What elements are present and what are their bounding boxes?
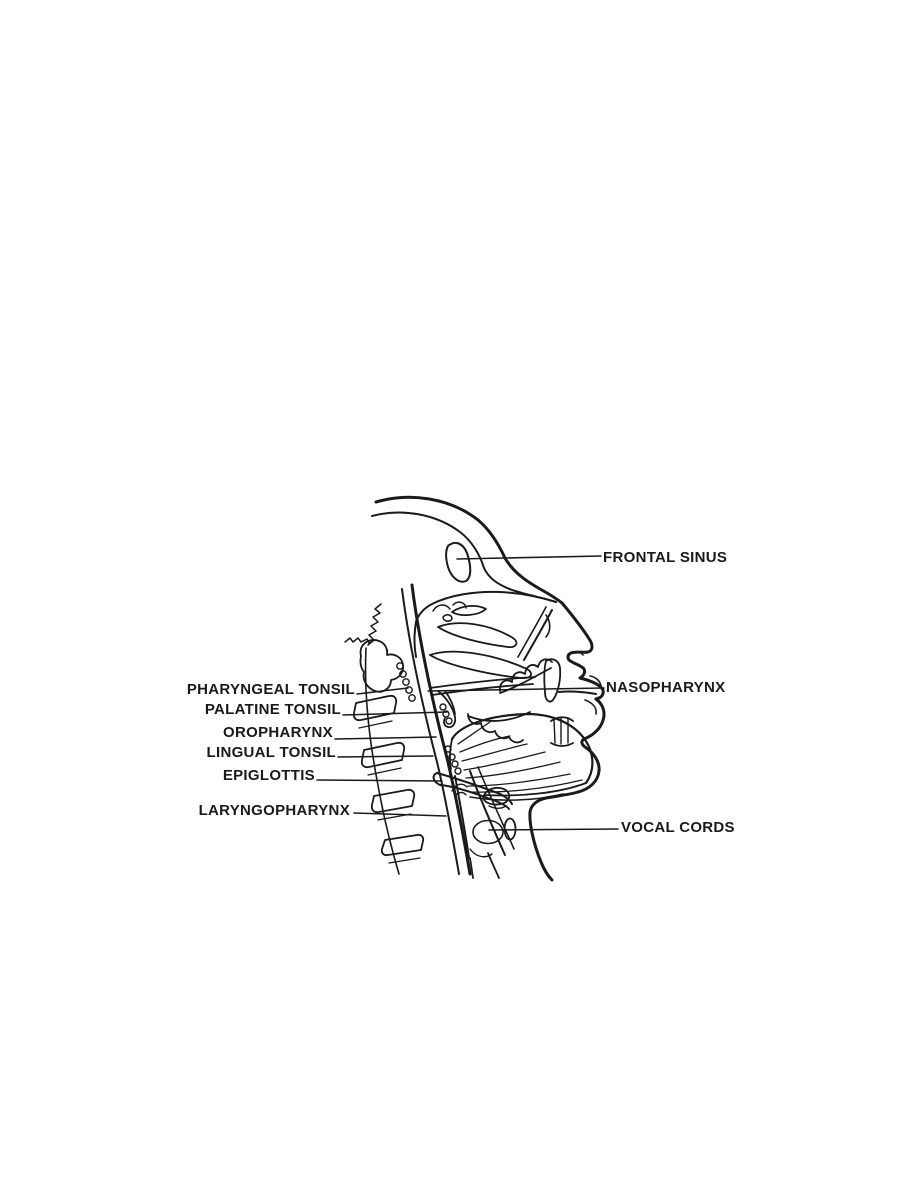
leader-lines	[317, 556, 618, 830]
frontal-sinus-shape	[446, 543, 470, 582]
oropharynx-leader-line	[335, 737, 436, 739]
pharyngeal-tonsil-leader-line	[357, 688, 408, 694]
label-nasopharynx: NASOPHARYNX	[606, 679, 726, 696]
pharyngeal-tonsil-shape	[397, 663, 415, 701]
label-laryngopharynx: LARYNGOPHARYNX	[198, 802, 350, 819]
label-vocal-cords: VOCAL CORDS	[621, 819, 735, 836]
label-lingual-tonsil: LINGUAL TONSIL	[206, 744, 336, 761]
tongue	[450, 714, 592, 800]
lingual-tonsil-leader-line	[338, 756, 433, 757]
spine-and-pharyngeal-wall	[354, 585, 470, 874]
label-palatine-tonsil: PALATINE TONSIL	[204, 701, 341, 718]
label-pharyngeal-tonsil: PHARYNGEAL TONSIL	[186, 681, 355, 698]
label-frontal-sinus: FRONTAL SINUS	[603, 549, 728, 566]
face-profile	[530, 603, 604, 880]
nasal-turbinates	[430, 606, 531, 678]
palatine-tonsil-shape	[440, 704, 452, 724]
vocal-cords-shape	[473, 821, 503, 844]
label-epiglottis: EPIGLOTTIS	[222, 767, 315, 784]
skull-outline	[372, 497, 562, 603]
label-oropharynx: OROPHARYNX	[223, 724, 333, 741]
epiglottis-leader-line	[317, 780, 442, 781]
vocal-cords-leader-line	[489, 829, 618, 830]
nasopharynx-leader-line	[428, 688, 604, 691]
